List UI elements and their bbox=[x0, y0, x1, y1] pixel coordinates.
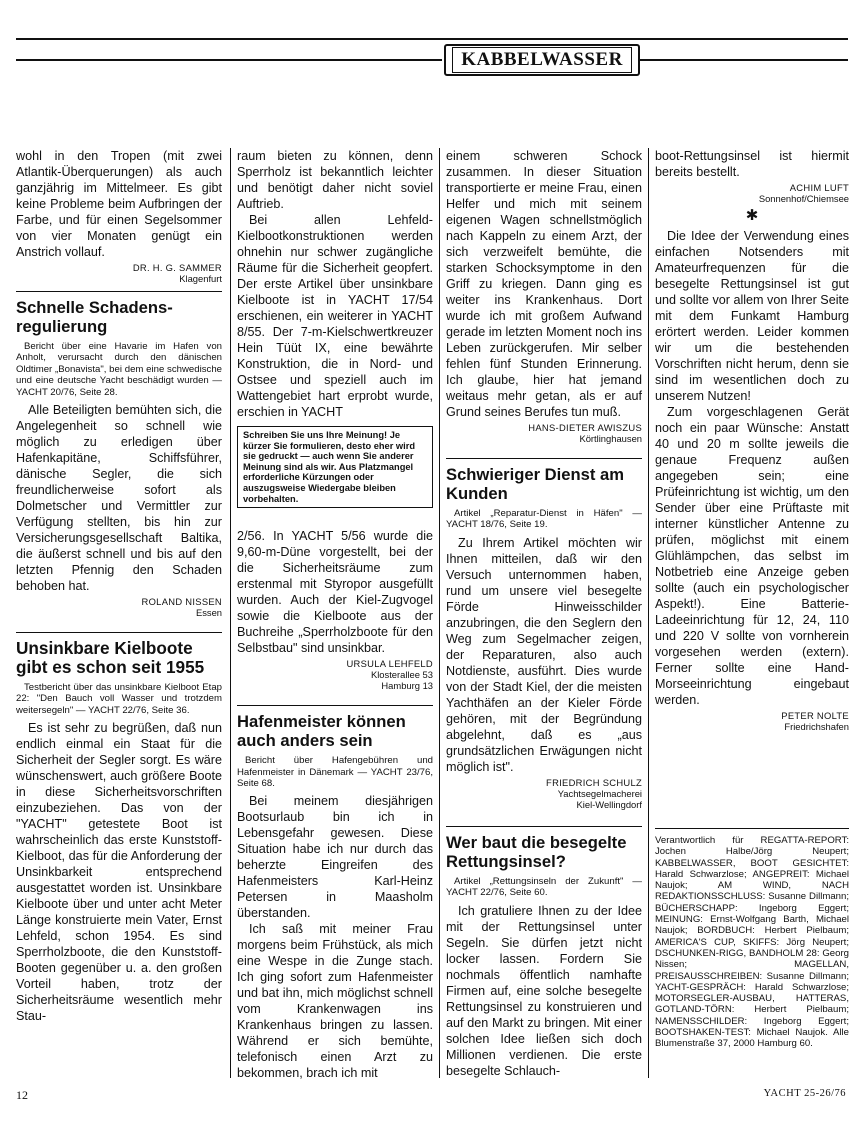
signature-schulz bbox=[446, 777, 642, 810]
signature-name: ROLAND NISSEN bbox=[141, 596, 222, 608]
signature-place: Klagenfurt bbox=[179, 273, 222, 284]
column-4 bbox=[655, 148, 849, 1050]
letter-awiszus-text-1: Bei meinem diesjährigen Bootsurlaub bin ich in Lebensgefahr gewesen. Diese Situation habe ich nur durch das beherzte Eingreifen des Hafenmeisters Karl-Heinz Petersen in Maasholm überstanden. bbox=[237, 794, 433, 921]
signature-name: HANS-DIETER AWISZUS bbox=[528, 422, 642, 433]
signature-place: Friedrichshafen bbox=[784, 721, 849, 732]
letter-sammer-text: wohl in den Tropen (mit zwei Atlantik-Überquerungen) als auch ganzjährig im Mittelmeer. Es gibt keine Probleme beim Aufbringen der Farbe, und für einen Segelsommer von vier Monaten genügt ein Anstrich vollauf. bbox=[16, 149, 222, 259]
signature-company: Yachtsegelmacherei bbox=[557, 787, 642, 799]
intro-dienst: Artikel „Reparatur-Dienst in Häfen" — YACHT 18/76, Seite 19. bbox=[446, 508, 642, 531]
issue-label: YACHT 25-26/76 bbox=[763, 1088, 846, 1099]
section-divider bbox=[446, 458, 642, 459]
signature-place: Kiel-Wellingdorf bbox=[576, 798, 642, 810]
signature-place: Sonnenhof/Chiemsee bbox=[758, 193, 849, 204]
letter-nolte-text-1: Die Idee der Verwendung eines einfachen Notsenders mit Amateurfrequenzen für die besegelte Rettungsinsel ist gut und sollte vor allem von Ihrer Seite mit dem Funkamt Hamburg erörtert werden. Leider kommen wir um die bestehenden Vorschriften nicht herum, denn sie sind im wesentlichen doch zu unserem Nutzen! bbox=[655, 229, 849, 403]
letter-nissen-text: Alle Beteiligten bemühten sich, die Angelegenheit so schnell wie möglich zu erledigen über Hafenkapitäne, Schiffsführer, dänische Segler, die sich freundlicherweise sofort als Dolmetscher und Vermittler zur Verfügung stellten, bis hin zur Versicherungsgesellschaft Baltika, die äußerst schnell und bis auf den letzten Pfennig den Schaden behoben hat. bbox=[16, 403, 222, 594]
section-divider bbox=[237, 705, 433, 706]
signature-name: URSULA LEHFELD bbox=[346, 658, 433, 670]
signature-awiszus bbox=[446, 422, 642, 444]
signature-nolte bbox=[655, 710, 849, 732]
signature-place: Essen bbox=[195, 607, 222, 619]
rule-left bbox=[16, 59, 442, 61]
intro-kielboote: Testbericht über das unsinkbare Kielboot Etap 22: "Den Bauch voll Wasser und trotzdem weitersegeln" — YACHT 22/76, Seite 36. bbox=[16, 682, 222, 716]
intro-rettungsinsel: Artikel „Rettungsinseln der Zukunft" — YACHT 22/76, Seite 60. bbox=[446, 875, 642, 899]
headline-schwieriger-dienst: Schwieriger Dienst am Kunden bbox=[446, 465, 624, 503]
signature-nissen bbox=[16, 596, 222, 618]
editorial-notice-text: Schreiben Sie uns Ihre Meinung! Je kürzer Sie formulieren, desto eher wird sie gedruckt — auch wenn Sie anderer Meinung sind als wir. Aus Platzmangel erforderliche Kürzungen oder auszugsweise Wiedergabe bleiben vorbehalten. bbox=[243, 430, 416, 504]
letter-lehfeld-text-3: Bei allen Lehfeld-Kielbootkonstruktionen werden ohnehin nur schwer zugängliche Räume für die Sicherheit geopfert. Der erste Artikel über unsinkbare Kielboote ist in YACHT 17/54 erschienen, ein weiterer in YACHT 8/55. Der 7-m-Kielschwertkreuzer Hein Tüüt IX, eine bewährte Konstruktion, die in Nord- und Ostsee und speziell auch im Wattengebiet hart erprobt wurde, erschien in YACHT bbox=[237, 213, 433, 419]
signature-name: PETER NOLTE bbox=[781, 710, 849, 721]
editorial-notice-box bbox=[237, 426, 433, 508]
signature-sammer bbox=[16, 262, 222, 284]
column-1 bbox=[16, 148, 222, 1024]
signature-name: ACHIM LUFT bbox=[789, 182, 849, 193]
signature-name: FRIEDRICH SCHULZ bbox=[546, 776, 642, 788]
section-divider bbox=[446, 826, 642, 827]
headline-hafenmeister: Hafenmeister können auch anders sein bbox=[237, 712, 406, 751]
letter-schulz-text: Zu Ihrem Artikel möchten wir Ihnen mitteilen, daß wir den Versuch unternommen haben, rund um unsere viel besegelte Förde Hinweisschilder anzubringen, die den Seglern den Weg zum Segelmacher zeigen, der Reparaturen, also auch Notdienste, ausführt. Dies wurde von der Stadt Kiel, der die meisten Yachthäfen an der Kieler Förde gehören, mit der Begründung abgelehnt, daß es „aus grundsätzlichen Erwägungen nicht möglich ist". bbox=[446, 535, 642, 774]
letter-lehfeld-text-1: Es ist sehr zu begrüßen, daß nun endlich einmal ein Staat für die Sicherheit der Segler sorgt. Es wäre wünschenswert, auch größere Boote in diese Sicherheitsvorschriften einzubeziehen. Das von der "YACHT" getestete Boot ist wahrscheinlich das erste Kunststoff-Kielboot, das für die Anforderung der Unsinkbarkeit entsprechend ausgestattet worden ist. Unsinkbare Kielboote über und unter acht Meter Länge konstruierte mein Vater, Ernst Lehfeld, schon 1954. Es sind Sperrholzboote, die den Kunststoff-Booten gegenüber u. a. den großen Vorteil haben, trotz der Sicherheitsräume wesentlich mehr Stau- bbox=[16, 721, 222, 1024]
rule-right bbox=[640, 59, 848, 61]
page-number: 12 bbox=[16, 1088, 28, 1102]
separator-star-icon: ✱ bbox=[745, 207, 759, 224]
letter-nolte-text-2: Zum vorgeschlagenen Gerät noch ein paar Wünsche: Anstatt 40 und 20 m sollte jeweils die genaue Frequenz außen angegeben sein; eine Prüfeinrichtung ist wichtig, um den Sender über eine Prüftaste mit interner künstlicher Antenne zu prüfen, möglichst mit einem Glühlämpchen, das selbst im Notbetrieb eine Anzeige geben sollte (auch ein psychologischer Aspekt!). Eine Batterie-Ladeeinrichtung für 12, 24, 110 und 220 V sollte von vornherein vorgesehen werden (extern). Ferner sollte eine Hand-Morseeinrichtung eingebaut werden. bbox=[655, 405, 849, 707]
headline-schnelle-schadensregulierung: Schnelle Schadens-regulierung bbox=[16, 298, 173, 336]
signature-lehfeld bbox=[237, 658, 433, 691]
signature-place: Körtlinghausen bbox=[579, 433, 642, 444]
letter-lehfeld-text-2: raum bieten zu können, denn Sperrholz ist bekanntlich leichter und benötigt daher nicht soviel Auftrieb. bbox=[237, 149, 433, 211]
column-divider-3 bbox=[648, 148, 649, 1078]
signature-name: DR. H. G. SAMMER bbox=[132, 262, 222, 273]
column-2 bbox=[237, 148, 433, 1081]
signature-place: Hamburg 13 bbox=[381, 680, 433, 692]
masthead bbox=[444, 44, 640, 76]
letter-awiszus-text-2: Ich saß mit meiner Frau morgens beim Frühstück, als mich eine Wespe in die Zunge stach. Ich ging sofort zum Hafenmeister und bat ihn, mich möglichst schnell vom Krankenwagen ins Krankenhaus bringen zu lassen. Während er sich bemühte, telefonisch einen Arzt zu bekommen, brach ich mit bbox=[237, 922, 433, 1081]
intro-schadensregulierung: Bericht über eine Havarie im Hafen von Anholt, verursacht durch den dänischen Oldtimer „Bonavista", bei dem eine schwedische und eine deutsche Yacht beschädigt wurden — YACHT 20/76, Seite 28. bbox=[16, 341, 222, 398]
column-divider-2 bbox=[439, 148, 440, 1078]
imprint-text: Verantwortlich für REGATTA-REPORT: Jochen Halbe/Jörg Neupert; KABBELWASSER, BOOT GESICHTET: Harald Schwarzlose; ANGEPREIT: Michael Naujok; AM WIND, NACH REDAKTIONSSCHLUSS: Susanne Dillmann; BÜCHERSCHAPP: Ingeborg Eggert; MEINUNG: Ernst-Wolfgang Barth, Michael Naujok; BORDBUCH: Herbert Pielbaum; AMERICA'S CUP, SKIFFS: Jörg Neupert; DSCHUNKEN-RIGG, BANDHOLM 28: Georg Nissen; MAGELLAN, PREISAUSSCHREIBEN: Susanne Dillmann; YACHT-GESPRÄCH: Harald Schwarzlose; MOTORSEGLER-AUSBAU, HATTERAS, GOTLAND-TÖRN: Herbert Pielbaum; NAMENSSCHILDER: Ingeborg Eggert; BOOTSHAKEN-TEST: Michael Naujok. Alle Blumenstraße 37, 2000 Hamburg 60. bbox=[655, 835, 849, 1050]
headline-rettungsinsel: Wer baut die besegelte Rettungsinsel? bbox=[446, 832, 627, 871]
letter-luft-text-2: boot-Rettungsinsel ist hiermit bereits bestellt. bbox=[655, 149, 849, 179]
signature-luft bbox=[655, 182, 849, 204]
column-3 bbox=[446, 148, 642, 1079]
masthead-title: KABBELWASSER bbox=[452, 47, 632, 73]
section-divider bbox=[16, 291, 222, 292]
column-divider-1 bbox=[230, 148, 231, 1078]
signature-street: Klosterallee 53 bbox=[370, 669, 433, 681]
intro-hafenmeister: Bericht über Hafengebühren und Hafenmeister in Dänemark — YACHT 23/76, Seite 68. bbox=[237, 755, 433, 789]
headline-unsinkbare-kielboote: Unsinkbare Kielboote gibt es schon seit 1955 bbox=[16, 638, 205, 678]
letter-luft-text-1: Ich gratuliere Ihnen zu der Idee mit der Rettungsinsel unter Segeln. Sie dürfen jetzt nicht locker lassen. Fordern Sie nochmals öffentlich namhafte Firmen auf, eine solche besegelte Rettungsinsel zu konstruieren und auf den Markt zu bringen. Mit einer solchen Idee ließen sich doch Millionen verdienen. Die erste besegelte Schlauch- bbox=[446, 903, 642, 1078]
imprint-box bbox=[655, 828, 849, 1050]
letter-awiszus-text-3: einem schweren Schock zusammen. In dieser Situation transportierte er meine Frau, einen Helfer und mich mit seinem eigenen Wagen schnellstmöglich nach Kappeln zu einem Arzt, der sich verzweifelt bemühte, die starken Schocksymptome in den Griff zu kriegen. Dann ging es weiter ins Krankenhaus. Dort wurde ich mit großem Aufwand gerade im letzten Moment noch ins Leben zurückgerufen. Mir selber fehlen fünf Stunden Erinnerung. Ich glaube, hier hat jemand weitaus mehr getan, als er auf Grund seines Berufes tun muß. bbox=[446, 149, 643, 419]
top-rule bbox=[16, 38, 848, 40]
letter-lehfeld-text-4: 2/56. In YACHT 5/56 wurde die 9,60-m-Düne vorgestellt, bei der die Sicherheitsräume zum erstenmal mit Styropor ausgefüllt wurden. Auch der Kiel-Zugvogel sowie die Kielboote aus der Buchreihe „Sperrholzboote für den Selbstbau" sind unsinkbar. bbox=[237, 529, 433, 656]
section-divider bbox=[16, 632, 222, 633]
